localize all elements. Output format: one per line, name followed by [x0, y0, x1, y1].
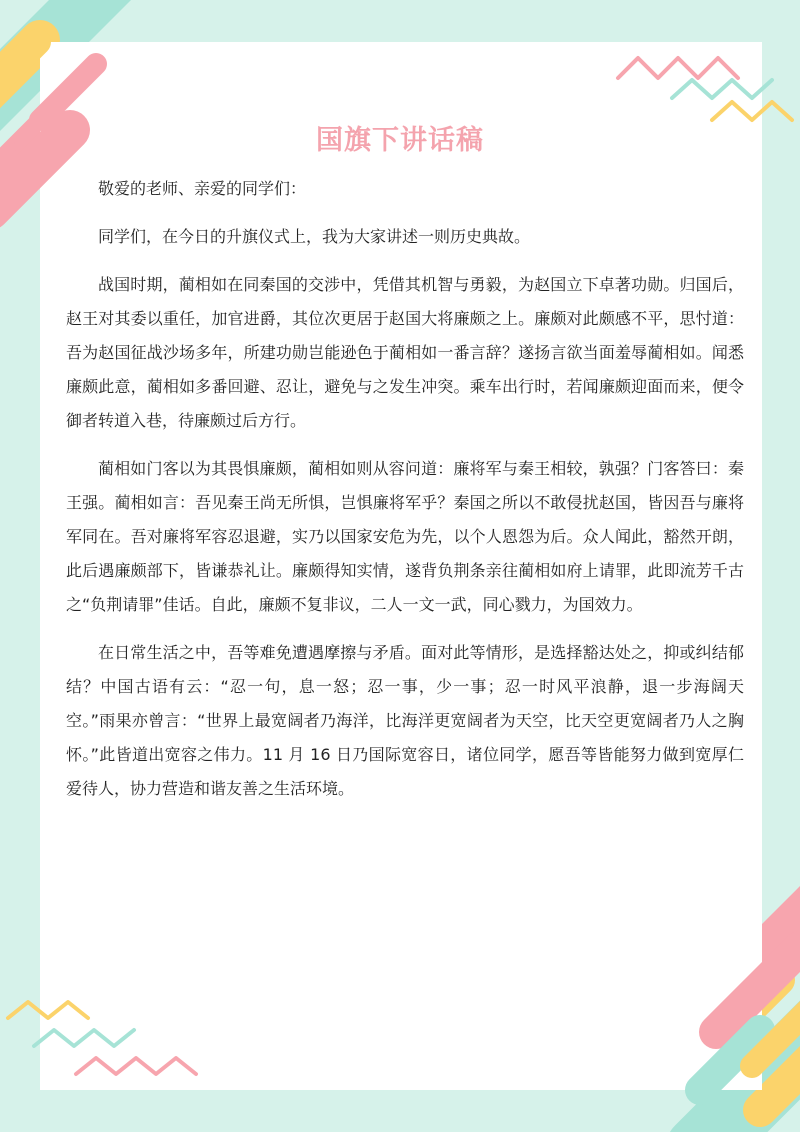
greeting-paragraph: 敬爱的老师、亲爱的同学们：	[98, 179, 307, 198]
story-paragraph-2: 蔺相如门客以为其畏惧廉颇，蔺相如则从容问道：廉将军与秦王相较，孰强？门客答曰：秦王强。蔺相如言：吾见秦王尚无所惧，岂惧廉将军乎？秦国之所以不敢侵扰赵国，皆因吾与廉将军同在。吾对廉将军容忍退避，实乃以国家安危为先，以个人恩怨为后。众人闻此，豁然开朗，此后遇廉颇部下，皆谦恭礼让。廉颇得知实情，遂背负荆条亲往蔺相如府上请罪，此即流芳千古之“负荆请罪”佳话。自此，廉颇不复非议，二人一文一武，同心戮力，为国效力。	[66, 459, 744, 614]
page-title: 国旗下讲话稿	[316, 125, 484, 156]
intro-paragraph: 同学们，在今日的升旗仪式上，我为大家讲述一则历史典故。	[98, 227, 531, 246]
story-paragraph-1: 战国时期，蔺相如在同秦国的交涉中，凭借其机智与勇毅，为赵国立下卓著功勋。归国后，赵王对其委以重任，加官进爵，其位次更居于赵国大将廉颇之上。廉颇对此颇感不平，思忖道：吾为赵国征战沙场多年，所建功勋岂能逊色于蔺相如一番言辞？遂扬言欲当面羞辱蔺相如。闻悉廉颇此意，蔺相如多番回避、忍让，避免与之发生冲突。乘车出行时，若闻廉颇迎面而来，便令御者转道入巷，待廉颇过后方行。	[66, 275, 744, 430]
conclusion-paragraph: 在日常生活之中，吾等难免遭遇摩擦与矛盾。面对此等情形，是选择豁达处之，抑或纠结郁结？中国古语有云：“忍一句，息一怒；忍一事，少一事；忍一时风平浪静，退一步海阔天空。”雨果亦曾言：“世界上最宽阔者乃海洋，比海洋更宽阔者为天空，比天空更宽阔者乃人之胸怀。”此皆道出宽容之伟力。11 月 16 日乃国际宽容日，诸位同学，愿吾等皆能努力做到宽厚仁爱待人，协力营造和谐友善之生活环境。	[66, 643, 744, 798]
speech-body	[66, 172, 744, 820]
